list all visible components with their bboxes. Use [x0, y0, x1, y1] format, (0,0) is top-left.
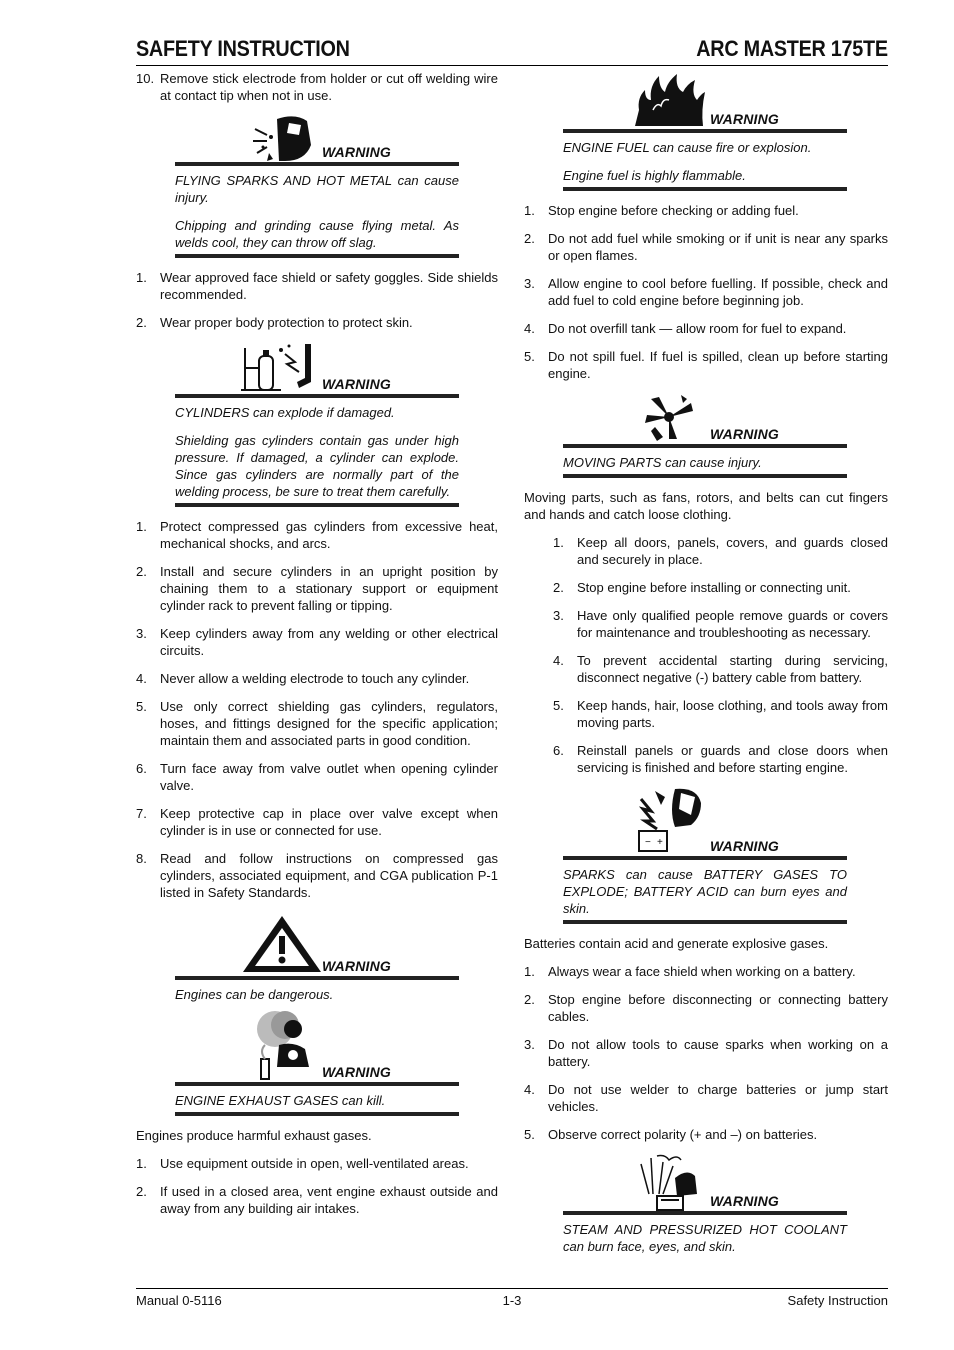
list-item: 4. To prevent accidental starting during servicing, disconnect negative (-) battery cable from battery.: [553, 653, 888, 685]
face-shield-sparks-icon: [249, 115, 315, 165]
list-item: 5. Use only correct shielding gas cylinders, regulators, hoses, and fittings designed for the specific application; maintain them and associated parts in good condition.: [136, 699, 498, 748]
list-item: 6. Reinstall panels or guards and close doors when servicing is finished and before starting engine.: [553, 743, 888, 775]
warning-engine-exhaust: WARNING ENGINE EXHAUST GASES can kill.: [175, 1007, 459, 1116]
svg-text:−: −: [645, 837, 651, 848]
right-column: WARNING ENGINE FUEL can cause fire or explosion. Engine fuel is highly flammable. 1. Stop engine before checking or adding fuel. 2. Do not add fuel while smoking or if unit is near any sparks or open flames. 3. Allow engine to cool before fuelling. If possible, check and add fuel to cold engine before beginning job. 4. Do not overfill tank — allow room for fuel to expand. 5. Do not spill fuel. If fuel is spilled, clean up before starting engine. WARNING MOVING PARTS can cause injury. Moving parts, such as fans, rotors, and belts can cut fingers and hands and catch loose clothing. 1. Keep all doors, panels, covers, and guards closed and securely in place. 2. Stop engine before installing or connecting unit. 3. Have only qualified people remove guards or covers for maintenance and troubleshooting as necessary. 4. To prevent accidental starting during servicing, disconnect negative (-) battery cable from battery. 5. Keep hands, hair, loose clothing, and tools away from moving parts. 6. Reinstall panels or guards and close doors when servicing is finished and before starting engine. − + WARNING SPARKS can cause BATTERY GASES TO EXPLODE; BATTERY ACID can burn eyes and skin. Batteries contain acid and generate explosive gases. 1. Always wear a face shield when working on a battery. 2. Stop engine before disconnecting or connecting battery cables. 3. Do not allow tools to cause sparks when working on a battery. 4. Do not use welder to charge batteries or jump start vehicles. 5. Observe correct polarity (+ and –) on batteries. WARNING STEAM AND PRESSURIZED HOT COOLANT can burn face, eyes, and skin.: [524, 70, 888, 1269]
footer-section: Safety Instruction: [787, 1293, 888, 1308]
list-item: 3. Allow engine to cool before fuelling. If possible, check and add fuel to cold engine before beginning job.: [524, 276, 888, 308]
warning-label: WARNING: [709, 838, 779, 854]
list-item: 3. Do not allow tools to cause sparks when working on a battery.: [524, 1037, 888, 1069]
page-footer: [136, 1288, 888, 1308]
product-title: ARC MASTER 175TE: [696, 36, 888, 61]
exhaust-fumes-head-icon: [249, 1007, 315, 1083]
warning-label: WARNING: [321, 376, 391, 392]
list-item: 4. Do not use welder to charge batteries or jump start vehicles.: [524, 1082, 888, 1114]
list-item: 4. Do not overfill tank — allow room for fuel to expand.: [524, 321, 847, 336]
list-item: 1. Keep all doors, panels, covers, and guards closed and securely in place.: [553, 535, 888, 567]
warning-battery: − + WARNING SPARKS can cause BATTERY GASES TO EXPLODE; BATTERY ACID can burn eyes and skin.: [563, 787, 847, 924]
list-item: 5. Do not spill fuel. If fuel is spilled, clean up before starting engine.: [524, 349, 888, 381]
list-item: 7. Keep protective cap in place over valve except when cylinder is in use or connected for use.: [136, 806, 498, 838]
list-item: 10. Remove stick electrode from holder or cut off welding wire at contact tip when not in use.: [136, 71, 498, 103]
section-title: SAFETY INSTRUCTION: [136, 36, 350, 61]
list-item: 2. If used in a closed area, vent engine exhaust outside and away from any building air intakes.: [136, 1184, 498, 1216]
gas-cylinder-explosion-icon: [241, 342, 321, 394]
manual-number: Manual 0-5116: [136, 1293, 222, 1308]
list-item: 2. Stop engine before installing or connecting unit.: [553, 580, 851, 595]
list-item: 2. Stop engine before disconnecting or connecting battery cables.: [524, 992, 888, 1024]
list-item: 1. Stop engine before checking or adding fuel.: [524, 203, 799, 218]
list-item: 3. Have only qualified people remove guards or covers for maintenance and troubleshooting as necessary.: [553, 608, 888, 640]
warning-flying-sparks: WARNING FLYING SPARKS AND HOT METAL can cause injury. Chipping and grinding cause flying metal. As welds cool, they can throw off slag.: [175, 115, 459, 258]
warning-label: WARNING: [709, 111, 779, 127]
general-warning-triangle-icon: [241, 914, 323, 974]
page-header: [136, 34, 888, 66]
fire-flames-icon: [631, 70, 707, 128]
svg-text:+: +: [657, 837, 663, 848]
list-item: 4. Never allow a welding electrode to touch any cylinder.: [136, 671, 470, 686]
list-item: 1. Always wear a face shield when working on a battery.: [524, 964, 856, 979]
warning-label: WARNING: [709, 426, 779, 442]
list-item: 5. Observe correct polarity (+ and –) on batteries.: [524, 1127, 818, 1142]
warning-moving-parts: WARNING MOVING PARTS can cause injury.: [563, 393, 847, 478]
warning-cylinders: WARNING CYLINDERS can explode if damaged. Shielding gas cylinders contain gas under high pressure. If damaged, a cylinder can explode. Since gas cylinders are normally part of the welding process, be sure to treat them carefully.: [175, 342, 459, 507]
warning-label: WARNING: [709, 1193, 779, 1209]
list-item: 6. Turn face away from valve outlet when opening cylinder valve.: [136, 761, 498, 793]
list-item: 2. Wear proper body protection to protect skin.: [136, 315, 413, 330]
steam-coolant-icon: [637, 1154, 701, 1212]
list-item: 2. Do not add fuel while smoking or if unit is near any sparks or open flames.: [524, 231, 888, 263]
warning-engines: WARNING Engines can be dangerous.: [175, 912, 459, 1003]
list-item: 8. Read and follow instructions on compressed gas cylinders, associated equipment, and CGA publication P-1 listed in Safety Standards.: [136, 851, 498, 900]
list-item: 3. Keep cylinders away from any welding or other electrical circuits.: [136, 626, 498, 658]
list-item: 5. Keep hands, hair, loose clothing, and tools away from moving parts.: [553, 698, 888, 730]
warning-engine-fuel: WARNING ENGINE FUEL can cause fire or explosion. Engine fuel is highly flammable.: [563, 70, 847, 191]
moving-parts-fan-icon: [641, 393, 697, 443]
warning-label: WARNING: [321, 958, 391, 974]
list-item: 1. Wear approved face shield or safety goggles. Side shields recommended.: [136, 270, 498, 302]
battery-explosion-icon: [635, 787, 705, 857]
warning-steam-coolant: WARNING STEAM AND PRESSURIZED HOT COOLANT can burn face, eyes, and skin.: [563, 1154, 847, 1258]
list-item: 1. Protect compressed gas cylinders from excessive heat, mechanical shocks, and arcs.: [136, 519, 498, 551]
warning-label: WARNING: [321, 1064, 391, 1080]
list-item: 1. Use equipment outside in open, well-ventilated areas.: [136, 1156, 469, 1171]
warning-label: WARNING: [321, 144, 391, 160]
page-number: 1-3: [502, 1293, 522, 1308]
list-item: 2. Install and secure cylinders in an upright position by chaining them to a stationary support or equipment cylinder rack to prevent falling or tipping.: [136, 564, 498, 613]
left-column: 10. Remove stick electrode from holder or cut off welding wire at contact tip when not in use. WARNING FLYING SPARKS AND HOT METAL can cause injury. Chipping and grinding cause flying metal. As welds cool, they can throw off slag. 1. Wear approved face shield or safety goggles. Side shields recommended. 2. Wear proper body protection to protect skin. WARNING CYLINDERS can explode if damaged. Shielding gas cylinders contain gas under high pressure. If damaged, a cylinder can explode. Since gas cylinders are normally part of the welding process, be sure to treat them carefully. 1. Protect compressed gas cylinders from excessive heat, mechanical shocks, and arcs. 2. Install and secure cylinders in an upright position by chaining them to a stationary support or equipment cylinder rack to prevent falling or tipping. 3. Keep cylinders away from any welding or other electrical circuits. 4. Never allow a welding electrode to touch any cylinder. 5. Use only correct shielding gas cylinders, regulators, hoses, and fittings designed for the specific application; maintain them and associated parts in good condition. 6. Turn face away from valve outlet when opening cylinder valve. 7. Keep protective cap in place over valve except when cylinder is in use or connected for use. 8. Read and follow instructions on compressed gas cylinders, associated equipment, and CGA publication P-1 listed in Safety Standards. WARNING Engines can be dangerous. WARNING ENGINE EXHAUST GASES can kill. Engines produce harmful exhaust gases. 1. Use equipment outside in open, well-ventilated areas. 2. If used in a closed area, vent engine exhaust outside and away from any building air intakes.: [136, 71, 498, 1216]
